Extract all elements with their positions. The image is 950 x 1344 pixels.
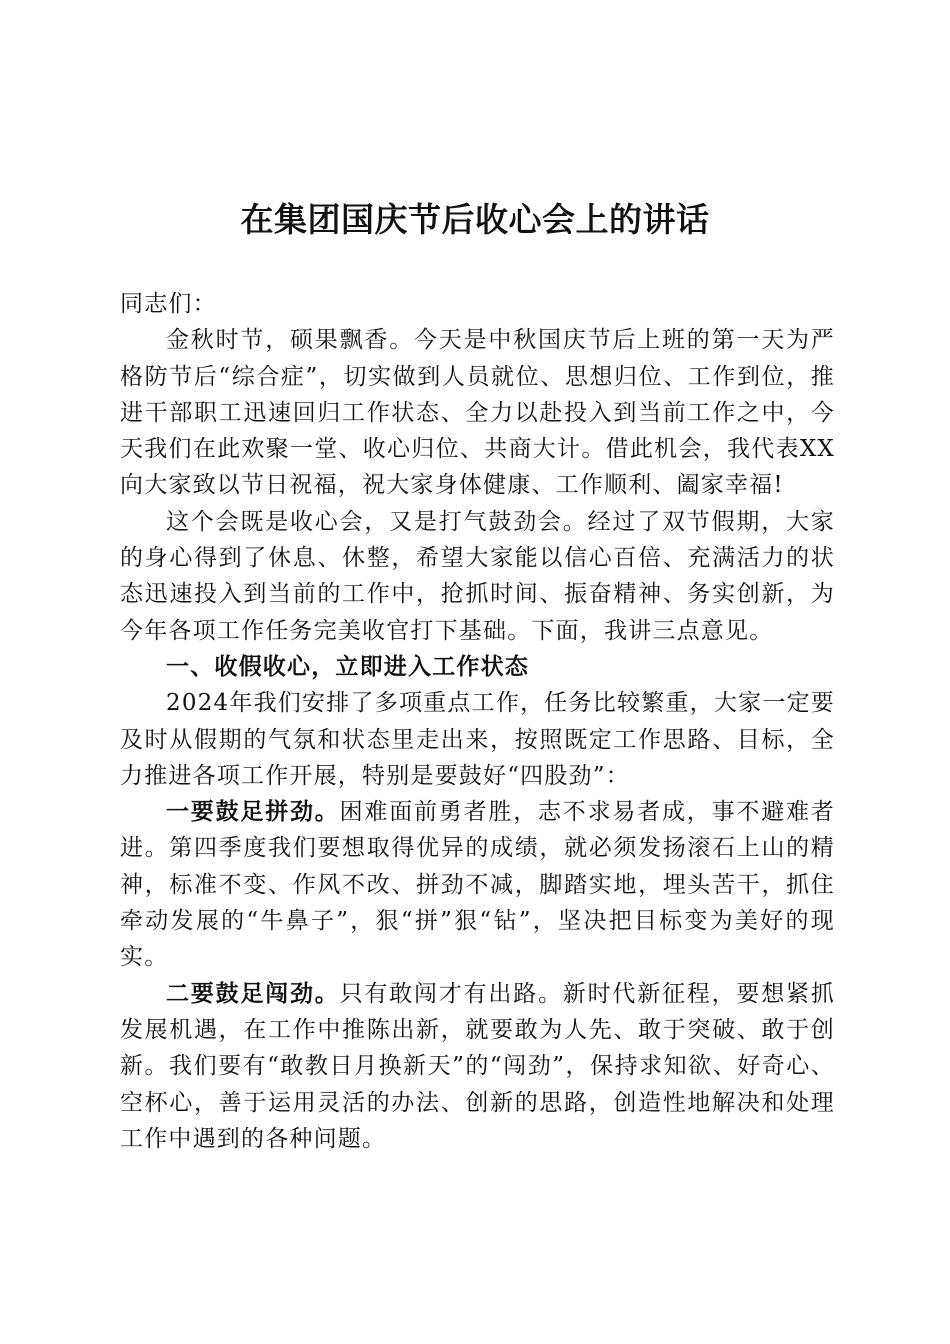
point-1-lead: 一要鼓足拼劲。 [166,798,340,826]
section-heading-1: 一、收假收心，立即进入工作状态 [166,652,529,680]
point-1-text: 困难面前勇者胜，志不求易者成，事不避难者进。第四季度我们要想取得优异的成绩，就必须发扬滚石上山的精神，标准不变、作风不改、拼劲不减，脚踏实地，埋头苦干，抓住牵动发展的“牛鼻子”，狠“拼”狠“钻”，坚决把目标变为美好的现实。 [120,799,836,971]
point-2-paragraph [120,976,835,1157]
section-1-intro: 2024年我们安排了多项重点工作，任务比较繁重，大家一定要及时从假期的气氛和状态里走出来，按照既定工作思路、目标，全力推进各项工作开展，特别是要鼓好“四股劲”： [120,690,835,789]
document-body [120,286,835,1157]
point-1-paragraph [120,794,835,975]
salutation: 同志们： [120,291,217,317]
point-2-lead: 二要鼓足闯劲。 [166,979,340,1007]
paragraph-meeting-purpose: 这个会既是收心会，又是打气鼓劲会。经过了双节假期，大家的身心得到了休息、休整，希望大家能以信心百倍、充满活力的状态迅速投入到当前的工作中，抢抓时间、振奋精神、务实创新，为今年各项工作任务完美收官打下基础。下面，我讲三点意见。 [120,508,835,644]
document-title: 在集团国庆节后收心会上的讲话 [240,200,710,239]
paragraph-opening: 金秋时节，硕果飘香。今天是中秋国庆节后上班的第一天为严格防节后“综合症”，切实做到人员就位、思想归位、工作到位，推进干部职工迅速回归工作状态、全力以赴投入到当前工作之中，今天我们在此欢聚一堂、收心归位、共商大计。借此机会，我代表XX向大家致以节日祝福，祝大家身体健康、工作顺利、阖家幸福! [120,327,835,499]
point-2-text: 只有敢闯才有出路。新时代新征程，要想紧抓发展机遇，在工作中推陈出新，就要敢为人先、敢于突破、敢于创新。我们要有“敢教日月换新天”的“闯劲”，保持求知欲、好奇心、空杯心，善于运用灵活的办法、创新的思路，创造性地解决和处理工作中遇到的各种问题。 [120,980,836,1152]
